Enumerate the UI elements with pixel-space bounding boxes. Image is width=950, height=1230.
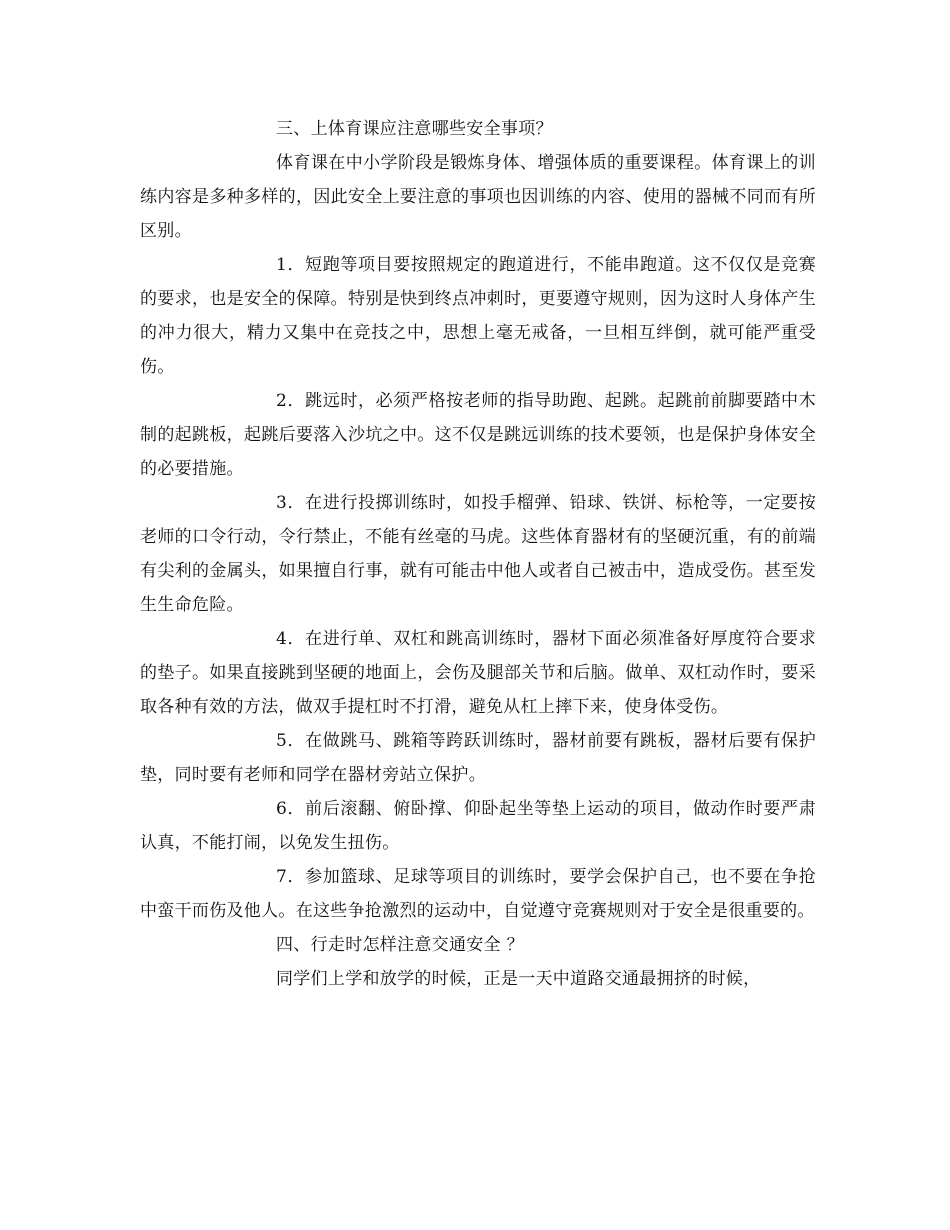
item-paragraph-2: 2．跳远时，必须严格按老师的指导助跑、起跳。起跳前前脚要踏中木制的起跳板，起跳后要落入沙坑之中。这不仅是跳远训练的技术要领，也是保护身体安全的必要措施。 [140, 391, 816, 479]
item-paragraph-6: 6．前后滚翻、俯卧撑、仰卧起坐等垫上运动的项目，做动作时要严肃认真，不能打闹，以免发生扭伤。 [140, 799, 816, 853]
item-paragraph-7: 7．参加篮球、足球等项目的训练时，要学会保护自己，也不要在争抢中蛮干而伤及他人。在这些争抢激烈的运动中，自觉遵守竞赛规则对于安全是很重要的。 [140, 867, 816, 921]
item-paragraph-1: 1．短跑等项目要按照规定的跑道进行，不能串跑道。这不仅仅是竞赛的要求，也是安全的保障。特别是快到终点冲刺时，更要遵守规则，因为这时人身体产生的冲力很大，精力又集中在竞技之中，思想上毫无戒备，一旦相互绊倒，就可能严重受伤。 [140, 255, 816, 377]
section-heading-three: 三、上体育课应注意哪些安全事项？ [276, 119, 553, 139]
item-paragraph-4: 4．在进行单、双杠和跳高训练时，器材下面必须准备好厚度符合要求的垫子。如果直接跳到坚硬的地面上，会伤及腿部关节和后脑。做单、双杠动作时，要采取各种有效的方法，做双手提杠时不打滑，避免从杠上摔下来，使身体受伤。 [140, 629, 816, 717]
closing-paragraph: 同学们上学和放学的时候，正是一天中道路交通最拥挤的时候， [276, 969, 761, 989]
item-paragraph-3: 3．在进行投掷训练时，如投手榴弹、铅球、铁饼、标枪等，一定要按老师的口令行动，令行禁止，不能有丝毫的马虎。这些体育器材有的坚硬沉重，有的前端有尖利的金属头，如果擅自行事，就有可能击中他人或者自己被击中，造成受伤。甚至发生生命危险。 [140, 493, 816, 615]
item-paragraph-5: 5．在做跳马、跳箱等跨跃训练时，器材前要有跳板，器材后要有保护垫，同时要有老师和同学在器材旁站立保护。 [140, 731, 816, 785]
intro-paragraph: 体育课在中小学阶段是锻炼身体、增强体质的重要课程。体育课上的训练内容是多种多样的，因此安全上要注意的事项也因训练的内容、使用的器械不同而有所区别。 [140, 153, 816, 241]
document-body [140, 112, 816, 996]
section-heading-four: 四、行走时怎样注意交通安全 ？ [276, 935, 524, 955]
